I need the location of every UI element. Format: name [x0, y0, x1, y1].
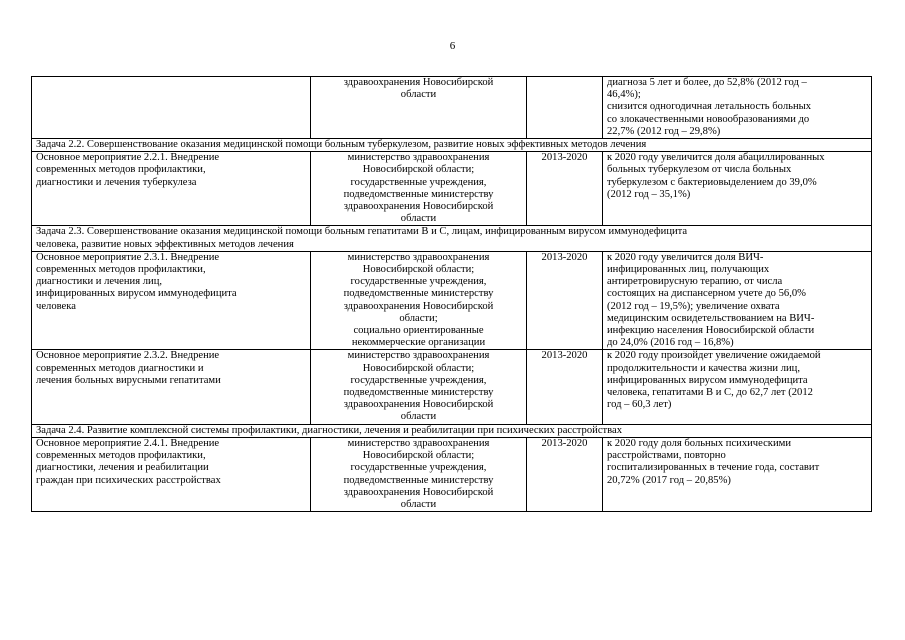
- table-row: [32, 77, 872, 139]
- text-line: Основное мероприятие 2.4.1. Внедрение: [36, 437, 220, 449]
- text-line: инфицированных лиц, получающих: [607, 264, 770, 276]
- text-line: со злокачественными новообразованиями до: [607, 113, 810, 125]
- text-line: министерство здравоохранения: [347, 437, 490, 449]
- text-line: здравоохранения Новосибирской: [343, 300, 494, 312]
- text-line: министерство здравоохранения: [347, 251, 490, 263]
- term-cell: [527, 437, 603, 511]
- text-line: современных методов профилактики,: [36, 264, 206, 276]
- text-line: год – 60,3 лет): [607, 399, 672, 411]
- text-line: Задача 2.3. Совершенствование оказания медицинской помощи больным гепатитами В и С, лицам, инфицированным вирусом иммунодефицита: [36, 226, 688, 238]
- text-line: социально ориентированные: [353, 325, 484, 337]
- text-line: некоммерческие организации: [351, 337, 486, 349]
- result-cell: [603, 437, 872, 511]
- text-line: граждан при психических расстройствах: [36, 474, 221, 486]
- text-line: подведомственные министерству: [343, 188, 494, 200]
- text-line: области: [400, 411, 437, 423]
- text-line: Задача 2.2. Совершенствование оказания медицинской помощи больным туберкулезом, развитие новых эффективных методов лечения: [36, 139, 647, 151]
- text-line: области;: [399, 312, 438, 324]
- text-line: к 2020 году доля больных психическими: [607, 437, 791, 449]
- text-line: к 2020 году увеличится доля абациллированных: [607, 152, 825, 164]
- text-line: 20,72% (2017 год – 20,85%): [607, 474, 731, 486]
- table-row: [32, 437, 872, 511]
- table-row: [32, 350, 872, 424]
- text-line: современных методов профилактики,: [36, 450, 206, 462]
- text-line: здравоохранения Новосибирской: [343, 486, 494, 498]
- text-line: Новосибирской области;: [362, 264, 475, 276]
- text-line: диагностики и лечения лиц,: [36, 276, 163, 288]
- executors-cell: [311, 251, 527, 350]
- text-line: медицинским освидетельствованием на ВИЧ-: [607, 312, 815, 324]
- text-line: 2013-2020: [541, 251, 588, 263]
- text-line: Новосибирской области;: [362, 164, 475, 176]
- result-cell: [603, 152, 872, 226]
- text-line: министерство здравоохранения: [347, 152, 490, 164]
- text-line: здравоохранения Новосибирской: [343, 201, 494, 213]
- task-row: [32, 226, 872, 251]
- text-line: к 2020 году произойдет увеличение ожидаемой: [607, 350, 821, 362]
- text-line: здравоохранения Новосибирской: [343, 77, 494, 88]
- text-line: инфицированных вирусом иммунодефицита: [36, 288, 237, 300]
- table-row: [32, 251, 872, 350]
- text-line: подведомственные министерству: [343, 288, 494, 300]
- text-line: (2012 год – 19,5%); увеличение охвата: [607, 300, 780, 312]
- text-line: к 2020 году увеличится доля ВИЧ-: [607, 251, 764, 263]
- executors-cell: [311, 437, 527, 511]
- text-line: Новосибирской области;: [362, 450, 475, 462]
- text-line: государственные учреждения,: [350, 176, 487, 188]
- text-line: госпитализированных в течение года, составит: [607, 462, 820, 474]
- measure-name-cell: [32, 350, 311, 424]
- text-line: Основное мероприятие 2.3.1. Внедрение: [36, 251, 220, 263]
- text-line: области: [400, 89, 437, 101]
- text-line: государственные учреждения,: [350, 374, 487, 386]
- text-line: диагностики и лечения туберкулеза: [36, 176, 197, 188]
- measure-name-cell: [32, 77, 311, 139]
- text-line: расстройствами, повторно: [607, 450, 726, 462]
- text-line: антиретровирусную терапию, от числа: [607, 276, 783, 288]
- executors-cell: [311, 77, 527, 139]
- result-cell: [603, 350, 872, 424]
- text-line: 22,7% (2012 год – 29,8%): [607, 125, 721, 137]
- executors-cell: [311, 152, 527, 226]
- task-row: [32, 424, 872, 437]
- text-line: человека: [36, 300, 76, 312]
- text-line: Задача 2.4. Развитие комплексной системы профилактики, диагностики, лечения и реабилитации при психических расстройствах: [36, 424, 623, 436]
- text-line: Основное мероприятие 2.2.1. Внедрение: [36, 152, 220, 164]
- text-line: 46,4%);: [607, 89, 641, 101]
- text-line: 2013-2020: [541, 350, 588, 362]
- term-cell: [527, 350, 603, 424]
- text-line: (2012 год – 35,1%): [607, 188, 691, 200]
- text-line: министерство здравоохранения: [347, 350, 490, 362]
- measures-table-body: [32, 77, 872, 512]
- task-heading: [32, 226, 872, 251]
- text-line: современных методов диагностики и: [36, 362, 204, 374]
- term-cell: [527, 152, 603, 226]
- text-line: государственные учреждения,: [350, 462, 487, 474]
- table-row: [32, 152, 872, 226]
- text-line: подведомственные министерству: [343, 387, 494, 399]
- text-line: области: [400, 213, 437, 225]
- text-line: области: [400, 498, 437, 510]
- text-line: современных методов профилактики,: [36, 164, 206, 176]
- text-line: 2013-2020: [541, 152, 588, 164]
- text-line: лечения больных вирусными гепатитами: [36, 374, 221, 386]
- text-line: инфекцию населения Новосибирской области: [607, 325, 815, 337]
- term-cell: [527, 251, 603, 350]
- measure-name-cell: [32, 251, 311, 350]
- result-cell: [603, 77, 872, 139]
- text-line: здравоохранения Новосибирской: [343, 399, 494, 411]
- text-line: больных туберкулезом от числа больных: [607, 164, 792, 176]
- term-cell: [527, 77, 603, 139]
- task-heading: [32, 424, 872, 437]
- text-line: продолжительности и качества жизни лиц,: [607, 362, 800, 374]
- text-line: диагноза 5 лет и более, до 52,8% (2012 год –: [607, 77, 807, 88]
- text-line: туберкулезом с бактериовыделением до 39,0%: [607, 176, 817, 188]
- task-row: [32, 139, 872, 152]
- text-line: снизится одногодичная летальность больных: [607, 101, 812, 113]
- text-line: диагностики, лечения и реабилитации: [36, 462, 209, 474]
- result-cell: [603, 251, 872, 350]
- text-line: 2013-2020: [541, 437, 588, 449]
- text-line: человека, гепатитами В и С, до 62,7 лет (2012: [607, 387, 813, 399]
- text-line: Новосибирской области;: [362, 362, 475, 374]
- text-line: состоящих на диспансерном учете до 56,0%: [607, 288, 806, 300]
- text-line: государственные учреждения,: [350, 276, 487, 288]
- measure-name-cell: [32, 437, 311, 511]
- text-line: до 24,0% (2016 год – 16,8%): [607, 337, 734, 349]
- page-number: 6: [449, 40, 456, 52]
- measure-name-cell: [32, 152, 311, 226]
- text-line: человека, развитие новых эффективных методов лечения: [36, 238, 294, 250]
- text-line: подведомственные министерству: [343, 474, 494, 486]
- measures-table: [31, 76, 872, 512]
- text-line: Основное мероприятие 2.3.2. Внедрение: [36, 350, 220, 362]
- executors-cell: [311, 350, 527, 424]
- task-heading: [32, 139, 872, 152]
- text-line: инфицированных вирусом иммунодефицита: [607, 374, 808, 386]
